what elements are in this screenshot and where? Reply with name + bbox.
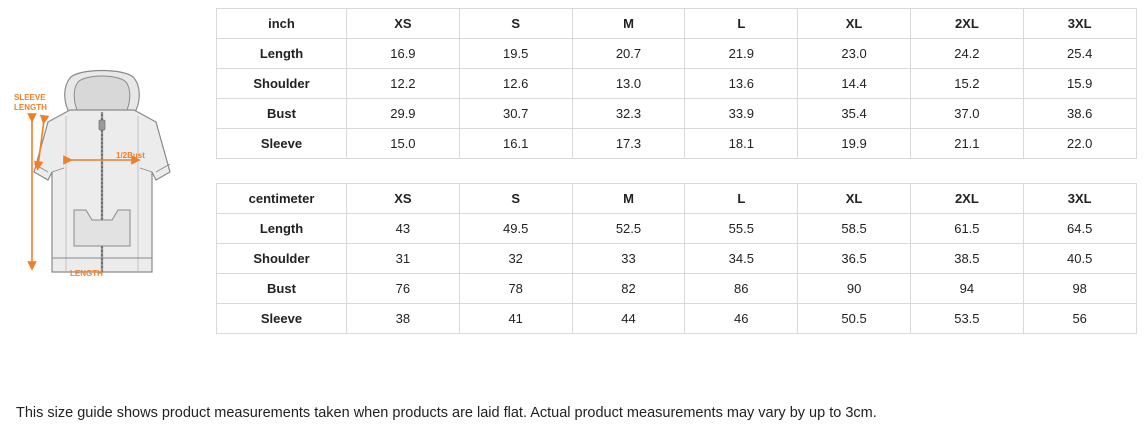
row-label-bust: Bust (217, 274, 347, 304)
cell-cm-shoulder-xs: 31 (347, 244, 460, 274)
column-header-xl: XL (798, 9, 911, 39)
cell-inch-length-2xl: 24.2 (910, 39, 1023, 69)
cell-cm-shoulder-xl: 36.5 (798, 244, 911, 274)
table-header-row (217, 9, 1137, 39)
cell-inch-sleeve-l: 18.1 (685, 129, 798, 159)
cell-cm-shoulder-m: 33 (572, 244, 685, 274)
column-header-l: L (685, 9, 798, 39)
zip-hoodie-diagram (8, 60, 208, 300)
row-label-shoulder: Shoulder (217, 69, 347, 99)
cell-inch-sleeve-m: 17.3 (572, 129, 685, 159)
cell-inch-bust-2xl: 37.0 (910, 99, 1023, 129)
column-header-3xl: 3XL (1023, 9, 1136, 39)
cell-cm-shoulder-s: 32 (459, 244, 572, 274)
cell-cm-length-m: 52.5 (572, 214, 685, 244)
annotation-sleeve-length-line2: LENGTH (14, 103, 47, 112)
cell-inch-sleeve-2xl: 21.1 (910, 129, 1023, 159)
size-table-inch (216, 8, 1137, 159)
cell-inch-shoulder-2xl: 15.2 (910, 69, 1023, 99)
cell-cm-sleeve-2xl: 53.5 (910, 304, 1023, 334)
row-label-sleeve: Sleeve (217, 304, 347, 334)
cell-cm-sleeve-m: 44 (572, 304, 685, 334)
row-label-bust: Bust (217, 99, 347, 129)
table-header-row (217, 184, 1137, 214)
cell-inch-shoulder-xl: 14.4 (798, 69, 911, 99)
column-header-2xl: 2XL (910, 184, 1023, 214)
row-label-length: Length (217, 214, 347, 244)
cell-cm-length-s: 49.5 (459, 214, 572, 244)
cell-cm-bust-2xl: 94 (910, 274, 1023, 304)
table-row (217, 244, 1137, 274)
cell-inch-bust-xl: 35.4 (798, 99, 911, 129)
cell-inch-shoulder-s: 12.6 (459, 69, 572, 99)
cell-cm-sleeve-xs: 38 (347, 304, 460, 334)
cell-cm-bust-xl: 90 (798, 274, 911, 304)
cell-inch-shoulder-m: 13.0 (572, 69, 685, 99)
cell-cm-bust-m: 82 (572, 274, 685, 304)
column-header-2xl: 2XL (910, 9, 1023, 39)
cell-inch-shoulder-l: 13.6 (685, 69, 798, 99)
unit-header-inch: inch (217, 9, 347, 39)
row-label-sleeve: Sleeve (217, 129, 347, 159)
size-guide-footnote: This size guide shows product measurements taken when products are laid flat. Actual product measurements may vary by up to 3cm. (16, 405, 877, 421)
annotation-length: LENGTH (70, 269, 103, 278)
table-row (217, 99, 1137, 129)
column-header-m: M (572, 184, 685, 214)
size-tables (216, 8, 1136, 334)
cell-inch-length-xl: 23.0 (798, 39, 911, 69)
cell-inch-length-m: 20.7 (572, 39, 685, 69)
column-header-xs: XS (347, 9, 460, 39)
row-label-shoulder: Shoulder (217, 244, 347, 274)
table-row (217, 69, 1137, 99)
size-table-centimeter (216, 183, 1137, 334)
cell-cm-bust-l: 86 (685, 274, 798, 304)
cell-inch-bust-m: 32.3 (572, 99, 685, 129)
annotation-half-bust: 1/2Bust (116, 151, 145, 160)
cell-cm-bust-xs: 76 (347, 274, 460, 304)
cell-inch-bust-xs: 29.9 (347, 99, 460, 129)
table-row (217, 129, 1137, 159)
cell-inch-sleeve-s: 16.1 (459, 129, 572, 159)
unit-header-centimeter: centimeter (217, 184, 347, 214)
cell-cm-length-xl: 58.5 (798, 214, 911, 244)
table-row (217, 274, 1137, 304)
cell-cm-sleeve-3xl: 56 (1023, 304, 1136, 334)
column-header-3xl: 3XL (1023, 184, 1136, 214)
column-header-s: S (459, 184, 572, 214)
cell-cm-shoulder-l: 34.5 (685, 244, 798, 274)
cell-cm-length-l: 55.5 (685, 214, 798, 244)
cell-cm-bust-3xl: 98 (1023, 274, 1136, 304)
annotation-sleeve-length-line1: SLEEVE (14, 93, 46, 102)
row-label-length: Length (217, 39, 347, 69)
column-header-l: L (685, 184, 798, 214)
cell-cm-shoulder-3xl: 40.5 (1023, 244, 1136, 274)
column-header-s: S (459, 9, 572, 39)
cell-cm-length-3xl: 64.5 (1023, 214, 1136, 244)
cell-cm-sleeve-l: 46 (685, 304, 798, 334)
cell-inch-sleeve-xl: 19.9 (798, 129, 911, 159)
cell-inch-shoulder-xs: 12.2 (347, 69, 460, 99)
cell-cm-sleeve-s: 41 (459, 304, 572, 334)
column-header-m: M (572, 9, 685, 39)
cell-cm-length-xs: 43 (347, 214, 460, 244)
cell-inch-length-xs: 16.9 (347, 39, 460, 69)
cell-inch-length-3xl: 25.4 (1023, 39, 1136, 69)
cell-inch-sleeve-xs: 15.0 (347, 129, 460, 159)
cell-inch-bust-s: 30.7 (459, 99, 572, 129)
column-header-xs: XS (347, 184, 460, 214)
cell-cm-sleeve-xl: 50.5 (798, 304, 911, 334)
cell-cm-shoulder-2xl: 38.5 (910, 244, 1023, 274)
table-row (217, 39, 1137, 69)
cell-inch-shoulder-3xl: 15.9 (1023, 69, 1136, 99)
cell-inch-bust-l: 33.9 (685, 99, 798, 129)
table-row (217, 214, 1137, 244)
cell-inch-length-l: 21.9 (685, 39, 798, 69)
cell-cm-length-2xl: 61.5 (910, 214, 1023, 244)
cell-inch-sleeve-3xl: 22.0 (1023, 129, 1136, 159)
cell-inch-length-s: 19.5 (459, 39, 572, 69)
column-header-xl: XL (798, 184, 911, 214)
table-row (217, 304, 1137, 334)
cell-cm-bust-s: 78 (459, 274, 572, 304)
cell-inch-bust-3xl: 38.6 (1023, 99, 1136, 129)
